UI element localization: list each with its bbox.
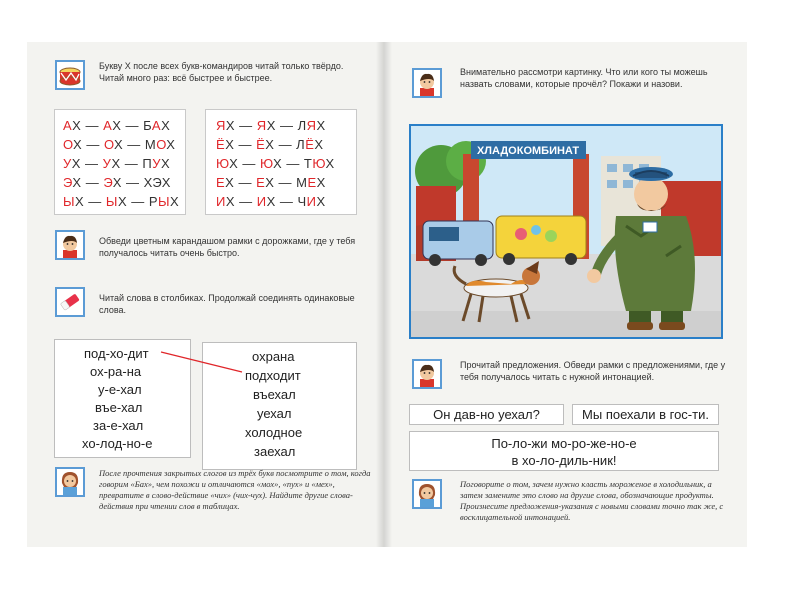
task-2-text: Обведи цветным карандашом рамки с дорожками, где у тебя получалось читать очень быстро. xyxy=(99,236,356,258)
word-item: подходит xyxy=(245,368,301,383)
boy-face-icon xyxy=(412,359,442,389)
word-item: под-хо-дит xyxy=(84,346,149,361)
syllable-row: АХ — АХ — БАХ xyxy=(63,118,171,133)
syllable-table-soft xyxy=(205,109,357,215)
word-item: заехал xyxy=(254,444,296,459)
boy-face-icon xyxy=(412,68,442,98)
girl-face-icon xyxy=(412,479,442,509)
syllable-row: ЁХ — ЁХ — ЛЁХ xyxy=(216,137,324,152)
task-1-text: Букву Х после всех букв-командиров читай только твёрдо. Читай много раз: всё быстрее и быстрее. xyxy=(99,61,344,83)
task-2-text: Прочитай предложения. Обведи рамки с предложениями, где у тебя получалось читать с нужной интонацией. xyxy=(460,360,726,382)
task-3-text: Читай слова в столбиках. Продолжай соединять одинаковые слова. xyxy=(99,293,355,315)
syllable-row: ЯХ — ЯХ — ЛЯХ xyxy=(216,118,326,133)
girl-face-icon xyxy=(55,467,85,497)
syllable-row: ЭХ — ЭХ — ХЭХ xyxy=(63,175,171,190)
syllable-row: ЫХ — ЫХ — РЫХ xyxy=(63,194,180,209)
syllable-row: ИХ — ИХ — ЧИХ xyxy=(216,194,326,209)
left-page xyxy=(27,42,384,547)
word-item: у-е-хал xyxy=(98,382,142,397)
drum-icon xyxy=(55,60,85,90)
word-item: охрана xyxy=(252,349,295,364)
sentence-3-line-1: По-ло-жи мо-ро-же-но-е xyxy=(491,436,637,451)
syllable-row: УХ — УХ — ПУХ xyxy=(63,156,171,171)
sentence-2-box: Мы поехали в гос-ти. xyxy=(572,404,719,425)
syllable-row: ЕХ — ЕХ — МЕХ xyxy=(216,175,326,190)
task-1-text: Внимательно рассмотри картинку. Что или кого ты можешь назвать словами, которые прочёл? Покажи и назови. xyxy=(460,67,708,89)
factory-illustration xyxy=(409,124,723,339)
word-item: за-е-хал xyxy=(93,418,144,433)
illustration-drawing xyxy=(411,126,721,337)
note-text: Поговорите о том, зачем нужно класть мороженое в холодильник, а затем замените это слово на другие слова, обозначающие продукты. Произнесите предложения-указания с новыми словами точно так же, с восклицательной интонацией. xyxy=(460,479,724,522)
sentence-3-box xyxy=(409,431,719,471)
boy-face-icon xyxy=(55,230,85,260)
sentence-1-box: Он дав-но уехал? xyxy=(409,404,564,425)
factory-sign: ХЛАДОКОМБИНАТ xyxy=(476,145,580,157)
syllabic-words-column xyxy=(54,339,191,458)
sentence-3-line-2: в хо-ло-диль-ник! xyxy=(511,453,617,468)
word-item: ох-ра-на xyxy=(90,364,142,379)
eraser-icon xyxy=(55,287,85,317)
word-item: хо-лод-но-е xyxy=(82,436,153,451)
book-gutter xyxy=(376,42,392,547)
word-item: холодное xyxy=(245,425,303,440)
word-item: въе-хал xyxy=(95,400,143,415)
whole-words-column xyxy=(202,342,357,470)
syllable-row: ОХ — ОХ — МОХ xyxy=(63,137,176,152)
syllable-row: ЮХ — ЮХ — ТЮХ xyxy=(216,156,335,171)
word-item: въехал xyxy=(253,387,296,402)
note-text: После прочтения закрытых слогов из трёх букв посмотрите о том, когда говорим «Бах», чем похожи и отличаются «мох», «пух» и «мех», превратите в слово-действие «чих» (чих-чух). Найдите другие слова-действия при чтении слов в таблицах. xyxy=(99,468,371,511)
syllable-table-hard xyxy=(54,109,186,215)
word-item: уехал xyxy=(257,406,292,421)
right-page xyxy=(384,42,747,547)
book-spread xyxy=(27,42,747,547)
